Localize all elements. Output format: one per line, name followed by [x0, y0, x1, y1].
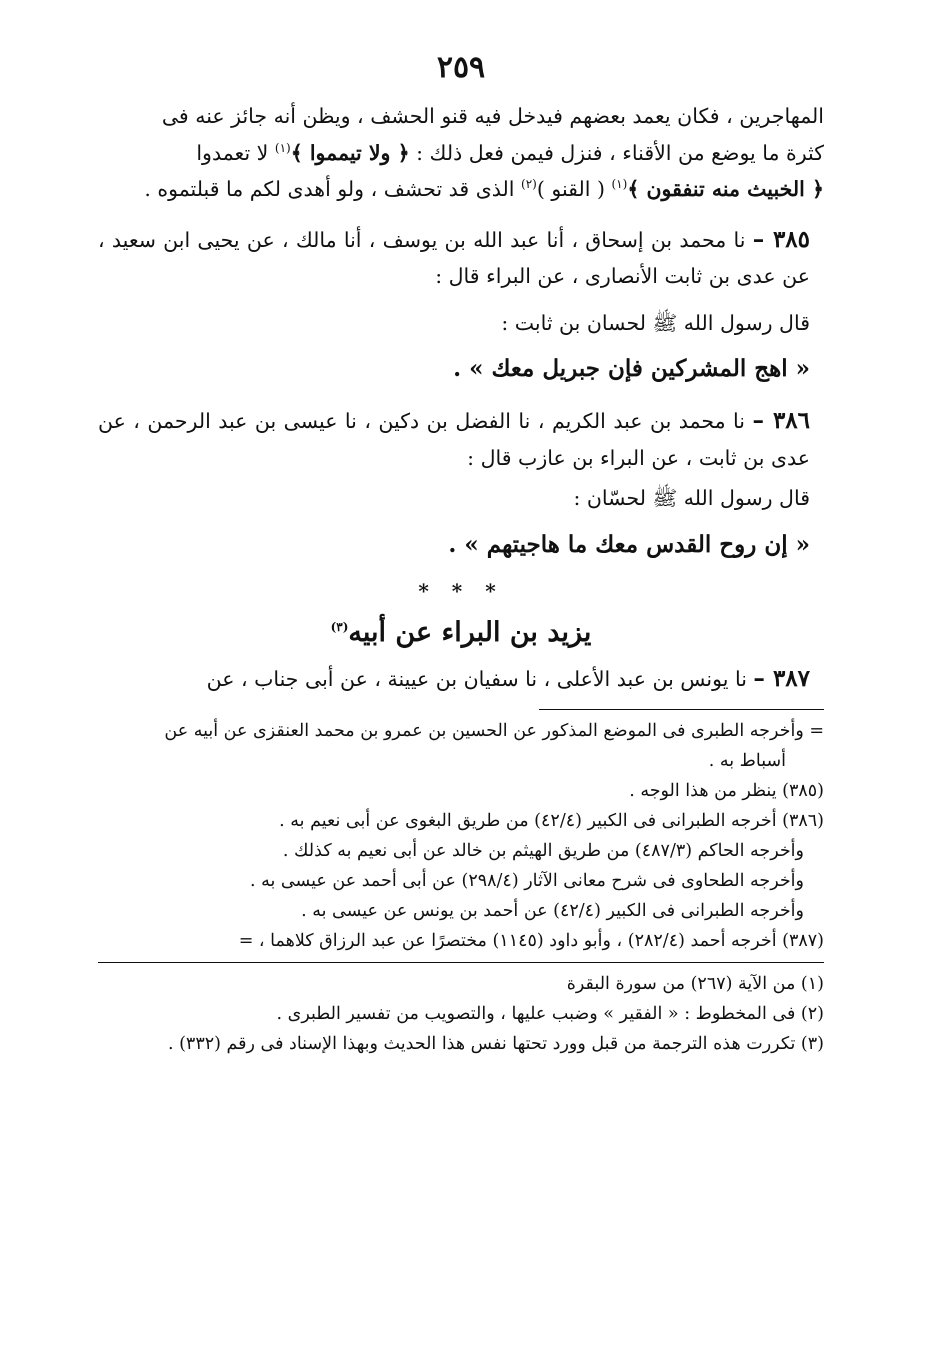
hadith-number-385: ٣٨٥ – [752, 225, 810, 253]
hadith-number-386: ٣٨٦ – [752, 407, 810, 434]
page-number: ٢٥٩ [436, 50, 486, 85]
notes-divider [539, 709, 824, 710]
footnote-1: (١) من الآية (٢٦٧) من سورة البقرة [566, 974, 824, 994]
note-386-d: وأخرجه الطبرانى فى الكبير (٤٢/٤) عن أحمد بن يونس عن عيسى به . [301, 901, 804, 921]
intro-line-2a: كثرة ما يوضع من الأقناء ، فنزل فيمن فعل ذلك : [409, 140, 824, 165]
quran-quote-2: ﴿ الخبيث منه تنفقون ﴾ [627, 177, 824, 201]
section-separator: * * * [418, 578, 504, 603]
hadith-386-matn: « إن روح القدس معك ما هاجيتهم » . [448, 530, 810, 558]
intro-paragraph [98, 98, 824, 208]
intro-line-3a: ( القنو ) [536, 177, 612, 201]
footnote-2: (٢) فى المخطوط : « الفقير » وضبب عليها ، والتصويب من تفسير الطبرى . [276, 1004, 824, 1024]
footnote-ref-1: (١) [274, 140, 291, 155]
footnotes-divider [98, 962, 824, 963]
hadith-385-matn: « اهج المشركين فإن جبريل معك » . [453, 355, 810, 382]
footnote-ref-2: (٢) [521, 177, 537, 192]
hadith-385-said: قال رسول الله ﷺ لحسان بن ثابت : [501, 310, 810, 335]
note-continuation-2: أسباط به . [708, 751, 786, 771]
intro-line-3b: الذى قد تحشف ، ولو أهدى لكم ما قبلتموه . [144, 177, 522, 201]
quran-quote-1: ﴿ ولا تيمموا ﴾ [290, 140, 410, 165]
footnote-3: (٣) تكررت هذه الترجمة من قبل وورد تحتها نفس هذا الحديث وبهذا الإسناد فى رقم (٣٣٢) . [167, 1034, 824, 1054]
note-386-c: وأخرجه الطحاوى فى شرح معانى الآثار (٢٩٨/٤) عن أبى أحمد عن عيسى به . [249, 871, 804, 891]
hadith-385 [98, 222, 824, 295]
section-title-text: يزيد بن البراء عن أبيه [348, 616, 592, 648]
hadith-386-said: قال رسول الله ﷺ لحسّان : [573, 486, 810, 510]
section-title [98, 611, 824, 655]
hadith-387 [98, 661, 824, 698]
note-385: (٣٨٥) ينظر من هذا الوجه . [629, 781, 824, 801]
hadith-387-isnad: نا يونس بن عبد الأعلى ، نا سفيان بن عيينة ، عن أبى جناب ، عن [206, 666, 754, 691]
intro-line-1: المهاجرين ، فكان يعمد بعضهم فيدخل فيه قنو الحشف ، ويظن أنه جائز عنه فى [161, 104, 824, 128]
hadith-386 [98, 403, 824, 476]
hadith-385-isnad: نا محمد بن إسحاق ، أنا عبد الله بن يوسف ، أنا مالك ، عن يحيى ابن سعيد ، عن عدى بن ثابت الأنصارى ، عن البراء قال : [98, 227, 810, 288]
note-387: (٣٨٧) أخرجه أحمد (٢٨٢/٤) ، وأبو داود (١١٤٥) مختصرًا عن عبد الرزاق كلاهما ، = [238, 931, 824, 951]
note-386-a: (٣٨٦) أخرجه الطبرانى فى الكبير (٤٢/٤) من طريق البغوى عن أبى نعيم به . [279, 811, 824, 831]
intro-line-2b: لا تعمدوا [196, 140, 275, 165]
note-continuation: = وأخرجه الطبرى فى الموضع المذكور عن الحسين بن عمرو بن محمد العنقزى عن أبيه عن [164, 721, 824, 741]
footnote-ref-3: (٣) [330, 619, 349, 634]
hadith-386-isnad: نا محمد بن عبد الكريم ، نا الفضل بن دكين ، نا عيسى بن عبد الرحمن ، عن عدى بن ثابت ، عن البراء بن عازب قال : [98, 409, 810, 470]
hadith-number-387: ٣٨٧ – [753, 664, 810, 692]
note-386-b: وأخرجه الحاكم (٤٨٧/٣) من طريق الهيثم بن خالد عن أبى نعيم به كذلك . [282, 841, 804, 861]
footnote-ref-1b: (١) [611, 177, 628, 192]
